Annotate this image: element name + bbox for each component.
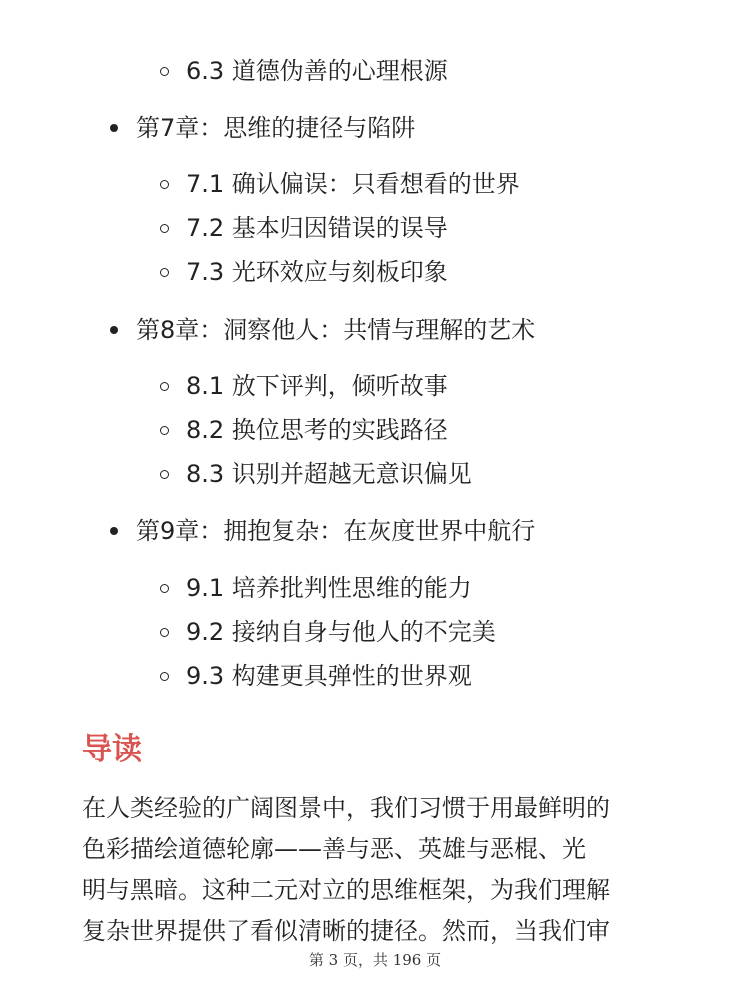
toc-section-7-1 [160,168,520,200]
circle-bullet-icon [160,628,169,637]
circle-bullet-icon [160,268,169,277]
toc-section-9-3 [160,660,472,692]
toc-chapter-7 [110,112,415,144]
toc-chapter-9 [110,515,535,547]
toc-section-7-2 [160,212,448,244]
toc-section-label: 7.2 基本归因错误的误导 [186,214,448,242]
toc-section-label: 7.3 光环效应与刻板印象 [186,258,448,286]
toc-section-9-2 [160,616,496,648]
toc-section-label: 9.1 培养批判性思维的能力 [186,574,472,602]
toc-section-label: 8.3 识别并超越无意识偏见 [186,460,472,488]
circle-bullet-icon [160,382,169,391]
toc-chapter-8 [110,314,535,346]
paragraph-line: 在人类经验的广阔图景中，我们习惯于用最鲜明的 [82,794,610,822]
page-number-footer: 第 3 页，共 196 页 [308,951,442,969]
paragraph-line: 复杂世界提供了看似清晰的捷径。然而，当我们审 [82,917,610,945]
intro-heading: 导读 [82,732,142,767]
toc-section-8-1 [160,370,448,402]
circle-bullet-icon [160,224,169,233]
toc-section-8-2 [160,414,448,446]
circle-bullet-icon [160,672,169,681]
toc-chapter-label: 第7章：思维的捷径与陷阱 [136,114,416,142]
disc-bullet-icon [110,124,118,132]
toc-section-label: 7.1 确认偏误：只看想看的世界 [186,170,520,198]
circle-bullet-icon [160,180,169,189]
intro-paragraph [82,788,682,952]
toc-section-7-3 [160,256,448,288]
circle-bullet-icon [160,426,169,435]
disc-bullet-icon [110,527,118,535]
toc-chapter-label: 第8章：洞察他人：共情与理解的艺术 [136,316,536,344]
paragraph-line: 色彩描绘道德轮廓——善与恶、英雄与恶棍、光 [82,835,586,863]
paragraph-line: 明与黑暗。这种二元对立的思维框架，为我们理解 [82,876,610,904]
toc-section-label: 9.3 构建更具弹性的世界观 [186,662,472,690]
circle-bullet-icon [160,67,169,76]
toc-section-label: 8.1 放下评判，倾听故事 [186,372,448,400]
toc-section-label: 8.2 换位思考的实践路径 [186,416,448,444]
toc-section-label: 6.3 道德伪善的心理根源 [186,57,448,85]
circle-bullet-icon [160,470,169,479]
circle-bullet-icon [160,584,169,593]
toc-section-6-3 [160,55,448,87]
toc-chapter-label: 第9章：拥抱复杂：在灰度世界中航行 [136,517,536,545]
toc-section-label: 9.2 接纳自身与他人的不完美 [186,618,496,646]
toc-section-8-3 [160,458,472,490]
toc-section-9-1 [160,572,472,604]
disc-bullet-icon [110,326,118,334]
